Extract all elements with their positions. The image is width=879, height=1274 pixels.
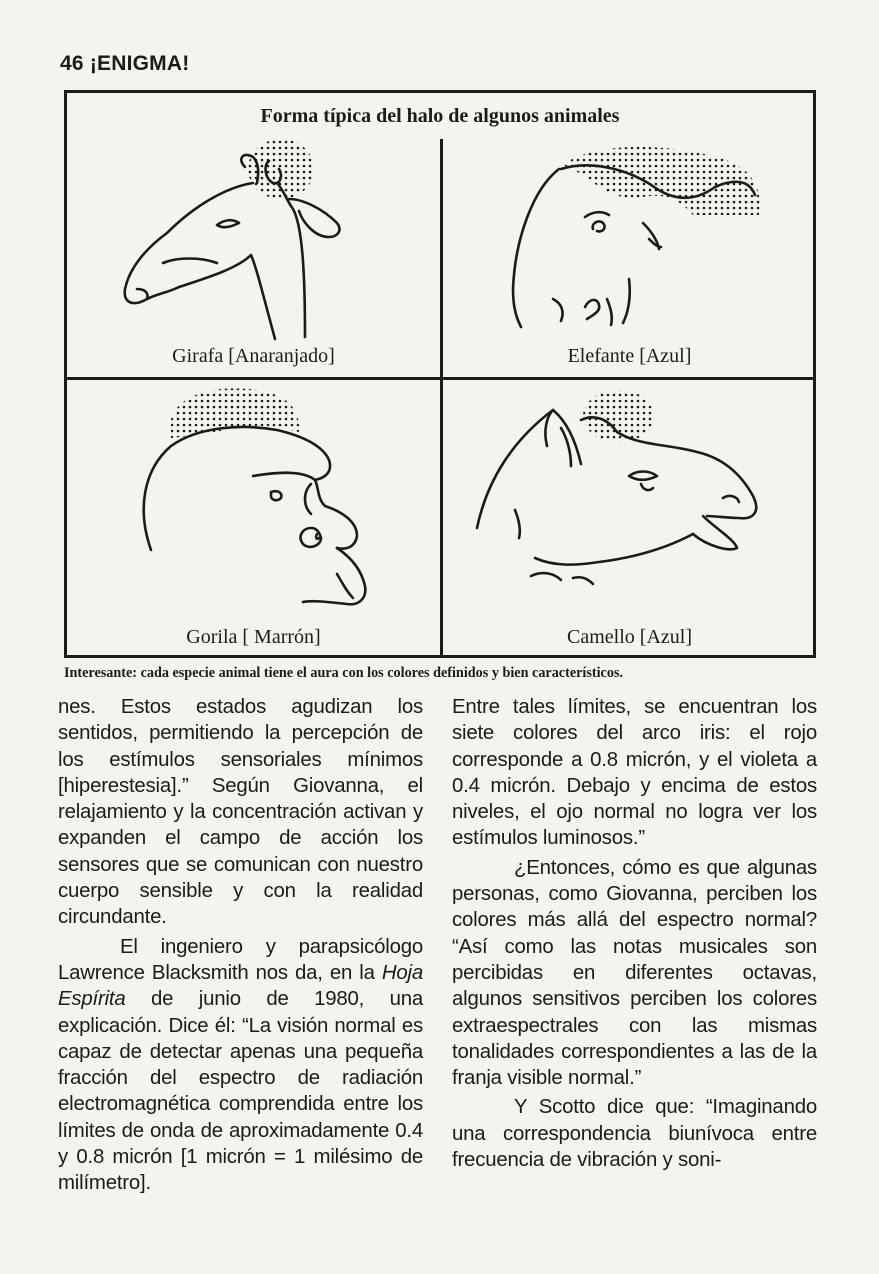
- text-column-right: [452, 694, 817, 1173]
- text-column-left: [58, 694, 423, 1197]
- paragraph: Entre tales límites, se encuentran los siete colores del arco iris: el rojo corresponde a 0.8 micrón, y el violeta a 0.4 micrón. Debajo y encima de estos niveles, el ojo normal no logra ver los estímulos luminosos.”: [452, 696, 817, 850]
- giraffe-drawing: [67, 139, 440, 377]
- paragraph: nes. Estos estados agudizan los sentidos, permitiendo la percepción de los estímulos sensoriales mínimos [hiperestesia].” Según Giovanna, el relajamiento y la concentración activan y expanden el campo de acción los sensores que se comunican con nuestro cuerpo sensible y con la realidad circundante.: [58, 696, 423, 929]
- paragraph: Y Scotto dice que: “Imaginando una correspondencia biunívoca entre frecuencia de vibración y soni-: [452, 1096, 817, 1172]
- paragraph: ¿Entonces, cómo es que algunas personas, como Giovanna, perciben los colores más allá del espectro normal? “Así como las notas musicales son percibidas en diferentes octavas, algunos sensitivos perciben los colores extraespectrales con las mismas tonalidades correspondientes a las de la franja visible normal.”: [452, 856, 817, 1090]
- figure-animal-halos: [64, 90, 816, 658]
- panel-gorilla: [67, 380, 440, 658]
- panel-label-camel: Camello [Azul]: [567, 626, 692, 648]
- panel-label-gorilla: Gorila [ Marrón]: [186, 626, 321, 648]
- paragraph-text: El ingeniero y parapsicólogo Lawrence Blacksmith nos da, en la: [58, 935, 423, 984]
- gorilla-drawing: [67, 380, 440, 658]
- page-number: 46: [60, 52, 84, 75]
- panel-label-giraffe: Girafa [Anaranjado]: [172, 345, 335, 367]
- paragraph-text: de junio de 1980, una explicación. Dice él: “La visión normal es capaz de detectar apenas una pequeña fracción del espectro de radiación electromagnética comprendida entre los límites de onda de aproximadamente 0.4 y 0.8 micrón [1 micrón = 1 milésimo de milímetro].: [58, 988, 423, 1195]
- elephant-drawing: [443, 139, 816, 377]
- figure-title: Forma típica del halo de algunos animales: [260, 105, 620, 127]
- panel-camel: [443, 380, 816, 658]
- book-title: ¡ENIGMA!: [89, 52, 190, 75]
- camel-drawing: [443, 380, 816, 658]
- panel-elephant: [443, 139, 816, 377]
- paragraph: [58, 934, 423, 1197]
- page-header: [60, 52, 189, 76]
- panel-giraffe: [67, 139, 440, 377]
- panel-label-elephant: Elefante [Azul]: [567, 345, 692, 367]
- publication-title: Hoja Espírita: [58, 961, 423, 1011]
- figure-caption: Interesante: cada especie animal tiene el aura con los colores definidos y bien característicos.: [64, 665, 624, 681]
